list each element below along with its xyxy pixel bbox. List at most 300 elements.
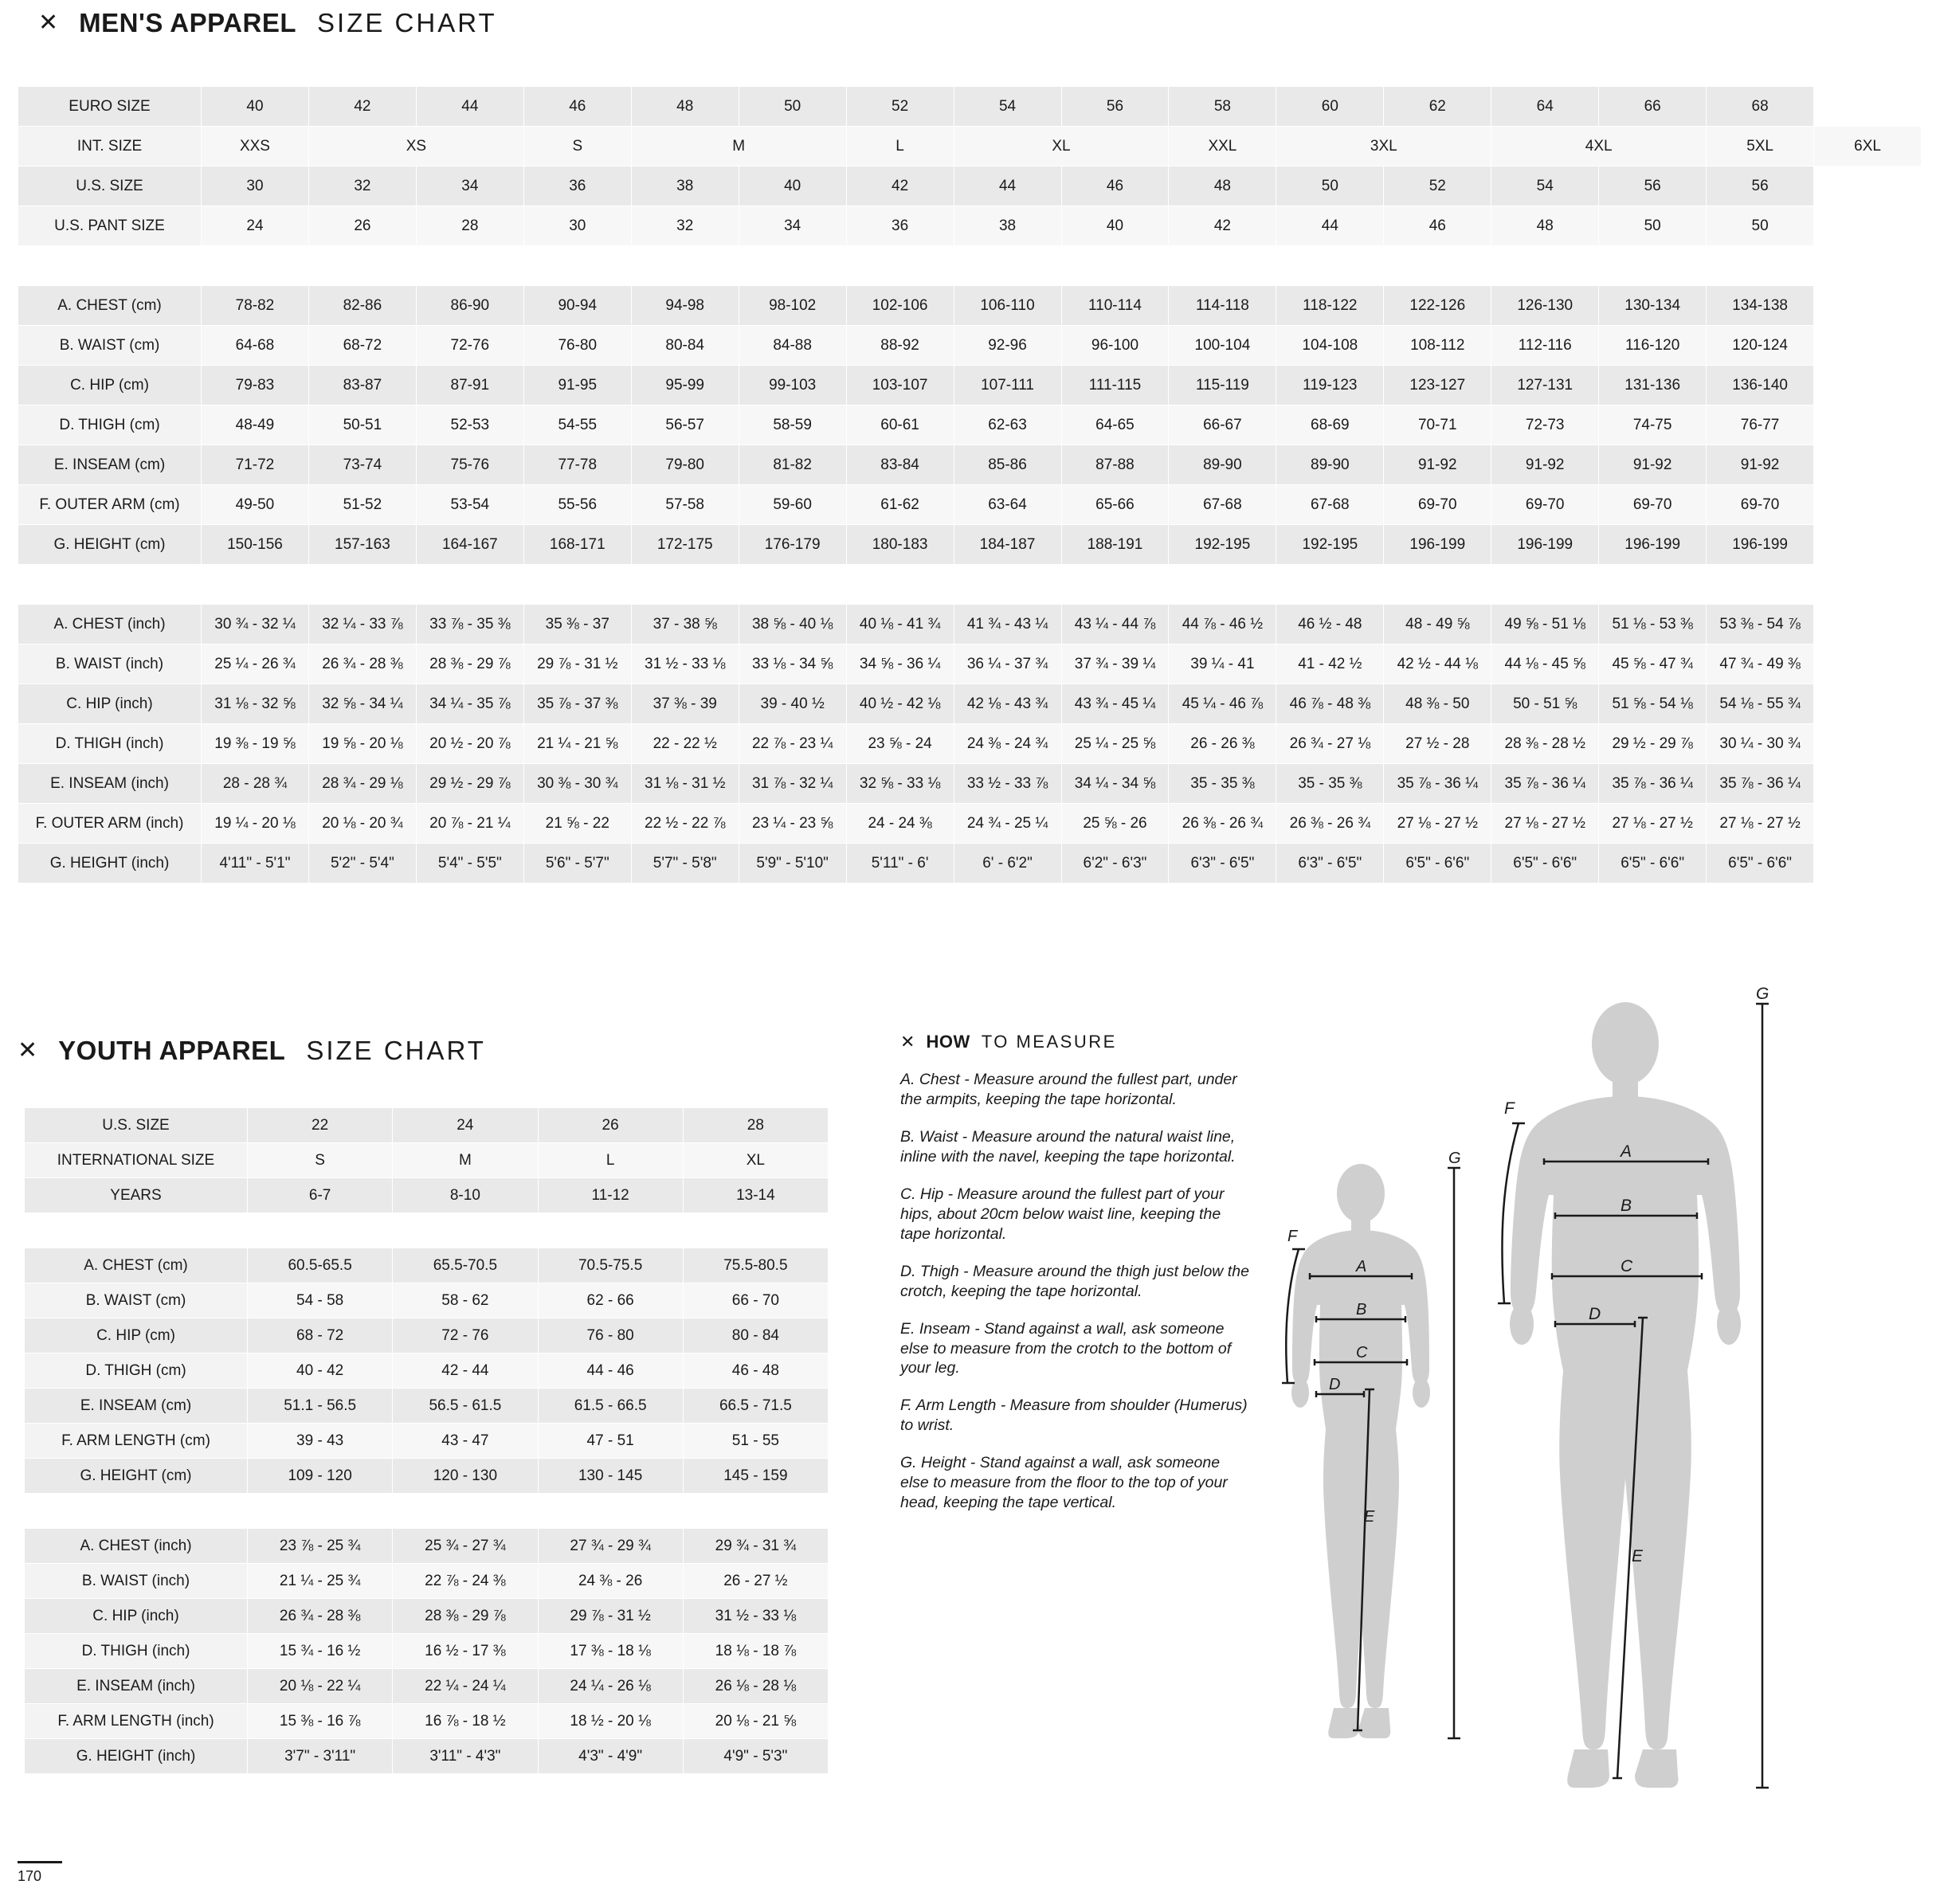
- table-cell: 33 ⅞ - 35 ⅜: [416, 605, 523, 644]
- svg-text:D: D: [1329, 1376, 1341, 1393]
- table-cell: 44 - 46: [538, 1354, 683, 1389]
- row-label: E. INSEAM (cm): [18, 445, 202, 485]
- table-cell: 79-83: [202, 366, 309, 405]
- table-cell: 26 ¾ - 28 ⅜: [308, 644, 416, 684]
- row-label: YEARS: [25, 1178, 248, 1213]
- table-row: [18, 286, 1922, 326]
- table-cell: 60-61: [846, 405, 954, 445]
- table-cell: S: [523, 127, 631, 167]
- table-cell: 28 ⅜ - 29 ⅞: [416, 644, 523, 684]
- table-cell: 5'9" - 5'10": [739, 844, 846, 883]
- table-cell: 27 ¾ - 29 ¾: [538, 1529, 683, 1564]
- table-cell: 94-98: [631, 286, 739, 326]
- table-cell: 100-104: [1169, 326, 1276, 366]
- table-cell: M: [393, 1143, 538, 1178]
- table-cell: 17 ⅜ - 18 ⅛: [538, 1634, 683, 1669]
- footer-rule: [18, 1861, 62, 1863]
- table-cell: 22: [248, 1108, 393, 1143]
- table-cell: 34 ¼ - 34 ⅝: [1061, 764, 1169, 804]
- adult-head: [1592, 1002, 1659, 1085]
- table-cell: 76-80: [523, 326, 631, 366]
- table-cell: 6'5" - 6'6": [1707, 844, 1814, 883]
- table-cell: 88-92: [846, 326, 954, 366]
- table-cell: 24 - 24 ⅜: [846, 804, 954, 844]
- table-cell: 60: [1276, 87, 1384, 127]
- table-cell: 172-175: [631, 525, 739, 565]
- youth-chart-title: [18, 1036, 486, 1066]
- row-label: U.S. PANT SIZE: [18, 206, 202, 246]
- table-cell: 4'3" - 4'9": [538, 1739, 683, 1774]
- table-cell: 23 ⅝ - 24: [846, 724, 954, 764]
- how-to-paragraph: G. Height - Stand against a wall, ask someone else to measure from the floor to the top of your head, keeping the tape vertical.: [900, 1454, 1228, 1512]
- table-cell: 24 ⅜ - 24 ¾: [954, 724, 1061, 764]
- table-cell: 24 ⅜ - 26: [538, 1564, 683, 1599]
- table-cell: 68-69: [1276, 405, 1384, 445]
- table-cell: 35 ⅜ - 37: [523, 605, 631, 644]
- table-cell: 32 ¼ - 33 ⅞: [308, 605, 416, 644]
- table-cell: 20 ½ - 20 ⅞: [416, 724, 523, 764]
- table-cell: 37 ¾ - 39 ¼: [1061, 644, 1169, 684]
- how-to-paragraph: B. Waist - Measure around the natural waist line, inline with the navel, keeping the tape horizontal.: [900, 1127, 1236, 1166]
- table-cell: 31 ½ - 33 ⅛: [683, 1599, 828, 1634]
- table-cell: 69-70: [1491, 485, 1599, 525]
- table-cell: 31 ⅛ - 31 ½: [631, 764, 739, 804]
- how-to-paragraph: A. Chest - Measure around the fullest part, under the armpits, keeping the tape horizontal.: [900, 1071, 1237, 1108]
- table-cell: 66 - 70: [683, 1283, 828, 1318]
- table-cell: 40: [739, 167, 846, 206]
- row-label: A. CHEST (inch): [25, 1529, 248, 1564]
- svg-text:F: F: [1504, 1099, 1515, 1118]
- row-label: F. ARM LENGTH (inch): [25, 1704, 248, 1739]
- table-cell: 42 - 44: [393, 1354, 538, 1389]
- table-row: [25, 1599, 829, 1634]
- table-cell: 32: [308, 167, 416, 206]
- table-cell: 35 ⅞ - 36 ¼: [1599, 764, 1707, 804]
- svg-text:G: G: [1448, 1150, 1461, 1167]
- table-cell: 25 ¾ - 27 ¾: [393, 1529, 538, 1564]
- table-cell: 46: [523, 87, 631, 127]
- table-cell: 6'2" - 6'3": [1061, 844, 1169, 883]
- table-cell: 28: [416, 206, 523, 246]
- table-cell: 50: [1599, 206, 1707, 246]
- table-row: [25, 1389, 829, 1424]
- row-label: D. THIGH (inch): [18, 724, 202, 764]
- table-row: [18, 206, 1922, 246]
- table-cell: 58: [1169, 87, 1276, 127]
- table-cell: 19 ⅝ - 20 ⅛: [308, 724, 416, 764]
- table-row: [18, 844, 1922, 883]
- table-cell: 42 ½ - 44 ⅛: [1384, 644, 1491, 684]
- table-cell: 29 ½ - 29 ⅞: [416, 764, 523, 804]
- table-cell: 26 - 26 ⅜: [1169, 724, 1276, 764]
- table-cell: 53 ⅜ - 54 ⅞: [1707, 605, 1814, 644]
- row-label: F. OUTER ARM (inch): [18, 804, 202, 844]
- row-label: D. THIGH (cm): [18, 405, 202, 445]
- table-cell: 27 ⅛ - 27 ½: [1599, 804, 1707, 844]
- table-cell: 81-82: [739, 445, 846, 485]
- youth-title-light: SIZE CHART: [306, 1036, 486, 1065]
- close-x-icon: ✕: [18, 1037, 38, 1064]
- table-cell: 157-163: [308, 525, 416, 565]
- table-cell: 11-12: [538, 1178, 683, 1213]
- row-label: U.S. SIZE: [18, 167, 202, 206]
- table-cell: 66: [1599, 87, 1707, 127]
- adult-legs: [1559, 1370, 1691, 1749]
- table-cell: 57-58: [631, 485, 739, 525]
- svg-text:B: B: [1621, 1197, 1632, 1215]
- row-label: A. CHEST (inch): [18, 605, 202, 644]
- table-cell: 40: [202, 87, 309, 127]
- table-cell: 48 ⅜ - 50: [1384, 684, 1491, 724]
- table-cell: 3XL: [1276, 127, 1491, 167]
- table-cell: 27 ⅛ - 27 ½: [1707, 804, 1814, 844]
- table-cell: 48-49: [202, 405, 309, 445]
- table-cell: 134-138: [1707, 286, 1814, 326]
- table-cell: 145 - 159: [683, 1459, 828, 1494]
- table-cell: 22 ⅞ - 23 ¼: [739, 724, 846, 764]
- table-cell: 91-95: [523, 366, 631, 405]
- table-cell: XXS: [202, 127, 309, 167]
- table-cell: 75-76: [416, 445, 523, 485]
- how-to-paragraph: C. Hip - Measure around the fullest part of your hips, about 20cm below waist line, keeping the tape horizontal.: [900, 1185, 1225, 1243]
- table-row: [25, 1283, 829, 1318]
- svg-text:A: A: [1356, 1258, 1367, 1275]
- table-cell: 79-80: [631, 445, 739, 485]
- table-cell: 34 ⅝ - 36 ¼: [846, 644, 954, 684]
- table-cell: 96-100: [1061, 326, 1169, 366]
- table-row: [25, 1424, 829, 1459]
- table-cell: 52: [1384, 167, 1491, 206]
- table-cell: 40 ⅛ - 41 ¾: [846, 605, 954, 644]
- table-cell: 21 ⅝ - 22: [523, 804, 631, 844]
- table-cell: 33 ½ - 33 ⅞: [954, 764, 1061, 804]
- adult-torso: [1511, 1096, 1740, 1370]
- table-cell: 39 - 43: [248, 1424, 393, 1459]
- table-cell: 126-130: [1491, 286, 1599, 326]
- table-cell: 53-54: [416, 485, 523, 525]
- table-cell: 131-136: [1599, 366, 1707, 405]
- table-cell: 38 ⅝ - 40 ⅛: [739, 605, 846, 644]
- table-cell: 120 - 130: [393, 1459, 538, 1494]
- table-cell: 77-78: [523, 445, 631, 485]
- table-cell: 150-156: [202, 525, 309, 565]
- table-row: [25, 1459, 829, 1494]
- table-cell: 41 - 42 ½: [1276, 644, 1384, 684]
- table-cell: 90-94: [523, 286, 631, 326]
- table-cell: 196-199: [1491, 525, 1599, 565]
- table-cell: 70-71: [1384, 405, 1491, 445]
- table-cell: 91-92: [1599, 445, 1707, 485]
- table-cell: 20 ⅛ - 20 ¾: [308, 804, 416, 844]
- table-row: [18, 87, 1922, 127]
- table-cell: 49-50: [202, 485, 309, 525]
- table-cell: 58 - 62: [393, 1283, 538, 1318]
- row-label: EURO SIZE: [18, 87, 202, 127]
- table-cell: 52: [846, 87, 954, 127]
- table-cell: 13-14: [683, 1178, 828, 1213]
- table-cell: 26: [538, 1108, 683, 1143]
- page-footer: [18, 1861, 62, 1885]
- table-cell: 176-179: [739, 525, 846, 565]
- table-cell: 107-111: [954, 366, 1061, 405]
- table-row: [18, 485, 1922, 525]
- table-cell: 74-75: [1599, 405, 1707, 445]
- table-cell: 34: [739, 206, 846, 246]
- table-cell: 19 ⅜ - 19 ⅝: [202, 724, 309, 764]
- table-cell: 127-131: [1491, 366, 1599, 405]
- table-cell: 50: [1276, 167, 1384, 206]
- table-cell: 56: [1599, 167, 1707, 206]
- table-cell: 65-66: [1061, 485, 1169, 525]
- table-row: [25, 1739, 829, 1774]
- table-cell: 60.5-65.5: [248, 1248, 393, 1283]
- table-cell: 25 ¼ - 26 ¾: [202, 644, 309, 684]
- table-cell: 164-167: [416, 525, 523, 565]
- table-cell: 71-72: [202, 445, 309, 485]
- table-row: [25, 1143, 829, 1178]
- table-row: [18, 684, 1922, 724]
- table-cell: 36 ¼ - 37 ¾: [954, 644, 1061, 684]
- table-cell: 192-195: [1276, 525, 1384, 565]
- table-cell: 15 ¾ - 16 ½: [248, 1634, 393, 1669]
- table-cell: 19 ¼ - 20 ⅛: [202, 804, 309, 844]
- table-cell: 196-199: [1599, 525, 1707, 565]
- table-cell: 24 ¾ - 25 ¼: [954, 804, 1061, 844]
- table-cell: 5XL: [1707, 127, 1814, 167]
- table-cell: 36: [523, 167, 631, 206]
- table-cell: 89-90: [1276, 445, 1384, 485]
- table-cell: 64-68: [202, 326, 309, 366]
- table-cell: 46: [1061, 167, 1169, 206]
- table-cell: 61-62: [846, 485, 954, 525]
- table-cell: 48 - 49 ⅝: [1384, 605, 1491, 644]
- table-cell: 65.5-70.5: [393, 1248, 538, 1283]
- table-cell: 46: [1384, 206, 1491, 246]
- table-cell: 55-56: [523, 485, 631, 525]
- table-cell: 24: [393, 1108, 538, 1143]
- table-cell: 47 ¾ - 49 ⅜: [1707, 644, 1814, 684]
- table-row: [18, 167, 1922, 206]
- table-cell: 32: [631, 206, 739, 246]
- table-cell: S: [248, 1143, 393, 1178]
- table-cell: 56: [1061, 87, 1169, 127]
- table-cell: 33 ⅛ - 34 ⅝: [739, 644, 846, 684]
- table-cell: 26 ¾ - 27 ⅛: [1276, 724, 1384, 764]
- table-cell: 18 ⅛ - 18 ⅞: [683, 1634, 828, 1669]
- table-row: [18, 764, 1922, 804]
- table-spacer: [25, 1213, 829, 1248]
- table-cell: 82-86: [308, 286, 416, 326]
- row-label: C. HIP (inch): [25, 1599, 248, 1634]
- table-cell: 35 ⅞ - 36 ¼: [1707, 764, 1814, 804]
- table-cell: 20 ⅛ - 22 ¼: [248, 1669, 393, 1704]
- table-cell: 30 ¼ - 30 ¾: [1707, 724, 1814, 764]
- table-cell: 39 ¼ - 41: [1169, 644, 1276, 684]
- table-row: [18, 804, 1922, 844]
- close-x-icon: ✕: [900, 1032, 915, 1052]
- table-cell: 46 ½ - 48: [1276, 605, 1384, 644]
- row-label: D. THIGH (inch): [25, 1634, 248, 1669]
- table-row: [18, 644, 1922, 684]
- table-cell: 30 ¾ - 32 ¼: [202, 605, 309, 644]
- mens-title-bold: MEN'S APPAREL: [79, 8, 297, 37]
- table-row: [25, 1318, 829, 1354]
- row-label: G. HEIGHT (inch): [25, 1739, 248, 1774]
- table-cell: 16 ½ - 17 ⅜: [393, 1634, 538, 1669]
- table-cell: XXL: [1169, 127, 1276, 167]
- table-cell: 22 ¼ - 24 ¼: [393, 1669, 538, 1704]
- table-cell: 136-140: [1707, 366, 1814, 405]
- table-cell: 3'7" - 3'11": [248, 1739, 393, 1774]
- table-cell: 45 ¼ - 46 ⅞: [1169, 684, 1276, 724]
- table-spacer: [18, 565, 1922, 605]
- table-cell: 26 ⅜ - 26 ¾: [1169, 804, 1276, 844]
- table-cell: 41 ¾ - 43 ¼: [954, 605, 1061, 644]
- table-cell: 37 ⅜ - 39: [631, 684, 739, 724]
- table-cell: 6-7: [248, 1178, 393, 1213]
- table-cell: 44 ⅛ - 45 ⅝: [1491, 644, 1599, 684]
- table-cell: 116-120: [1599, 326, 1707, 366]
- table-cell: 24: [202, 206, 309, 246]
- table-cell: 44: [1276, 206, 1384, 246]
- table-cell: 76-77: [1707, 405, 1814, 445]
- table-row: [18, 605, 1922, 644]
- how-to-measure-section: [900, 1032, 1251, 1530]
- table-row: [18, 445, 1922, 485]
- how-to-paragraph: D. Thigh - Measure around the thigh just below the crotch, keeping the tape horizontal.: [900, 1262, 1249, 1300]
- table-cell: 45 ⅝ - 47 ¾: [1599, 644, 1707, 684]
- table-cell: M: [631, 127, 846, 167]
- svg-text:E: E: [1364, 1508, 1375, 1526]
- table-cell: 111-115: [1061, 366, 1169, 405]
- table-cell: 78-82: [202, 286, 309, 326]
- table-cell: 46 ⅞ - 48 ⅜: [1276, 684, 1384, 724]
- row-label: G. HEIGHT (cm): [18, 525, 202, 565]
- table-cell: 28 - 28 ¾: [202, 764, 309, 804]
- table-cell: 104-108: [1276, 326, 1384, 366]
- table-cell: 66.5 - 71.5: [683, 1389, 828, 1424]
- table-row: [25, 1354, 829, 1389]
- table-cell: 68 - 72: [248, 1318, 393, 1354]
- table-cell: 34 ¼ - 35 ⅞: [416, 684, 523, 724]
- table-cell: 73-74: [308, 445, 416, 485]
- table-cell: 49 ⅝ - 51 ⅛: [1491, 605, 1599, 644]
- row-label: U.S. SIZE: [25, 1108, 248, 1143]
- table-cell: 5'11" - 6': [846, 844, 954, 883]
- table-cell: 22 - 22 ½: [631, 724, 739, 764]
- table-cell: 75.5-80.5: [683, 1248, 828, 1283]
- table-row: [25, 1178, 829, 1213]
- table-cell: 51.1 - 56.5: [248, 1389, 393, 1424]
- table-cell: 108-112: [1384, 326, 1491, 366]
- table-cell: 32 ⅝ - 33 ⅛: [846, 764, 954, 804]
- row-label: G. HEIGHT (inch): [18, 844, 202, 883]
- table-cell: 36: [846, 206, 954, 246]
- row-label: INTERNATIONAL SIZE: [25, 1143, 248, 1178]
- table-row: [25, 1634, 829, 1669]
- table-cell: XS: [308, 127, 523, 167]
- table-cell: 89-90: [1169, 445, 1276, 485]
- row-label: F. OUTER ARM (cm): [18, 485, 202, 525]
- table-cell: 61.5 - 66.5: [538, 1389, 683, 1424]
- row-label: D. THIGH (cm): [25, 1354, 248, 1389]
- table-cell: 72-73: [1491, 405, 1599, 445]
- mens-title-light: SIZE CHART: [317, 8, 497, 37]
- table-row: [18, 366, 1922, 405]
- table-cell: 188-191: [1061, 525, 1169, 565]
- row-label: E. INSEAM (inch): [25, 1669, 248, 1704]
- table-row: [25, 1564, 829, 1599]
- table-cell: 87-91: [416, 366, 523, 405]
- youth-legs: [1323, 1429, 1399, 1708]
- table-cell: 43 ¼ - 44 ⅞: [1061, 605, 1169, 644]
- table-cell: 50: [1707, 206, 1814, 246]
- table-cell: 44 ⅞ - 46 ½: [1169, 605, 1276, 644]
- table-cell: 69-70: [1599, 485, 1707, 525]
- svg-text:C: C: [1621, 1257, 1633, 1275]
- table-cell: 70.5-75.5: [538, 1248, 683, 1283]
- table-cell: 30: [523, 206, 631, 246]
- table-cell: 25 ⅝ - 26: [1061, 804, 1169, 844]
- table-row: [25, 1529, 829, 1564]
- table-cell: 31 ⅛ - 32 ⅝: [202, 684, 309, 724]
- table-row: [18, 326, 1922, 366]
- table-cell: 38: [954, 206, 1061, 246]
- close-x-icon: ✕: [38, 10, 59, 36]
- table-cell: 103-107: [846, 366, 954, 405]
- table-cell: 59-60: [739, 485, 846, 525]
- table-cell: 62: [1384, 87, 1491, 127]
- table-cell: 6'5" - 6'6": [1599, 844, 1707, 883]
- table-cell: 54-55: [523, 405, 631, 445]
- table-cell: 26: [308, 206, 416, 246]
- table-cell: 106-110: [954, 286, 1061, 326]
- youth-title-bold: YOUTH APPAREL: [58, 1036, 286, 1065]
- youth-size-table: [24, 1107, 829, 1774]
- table-cell: 40: [1061, 206, 1169, 246]
- table-cell: 95-99: [631, 366, 739, 405]
- table-cell: 38: [631, 167, 739, 206]
- table-cell: 64: [1491, 87, 1599, 127]
- table-cell: 196-199: [1707, 525, 1814, 565]
- table-cell: 35 ⅞ - 36 ¼: [1384, 764, 1491, 804]
- table-cell: 40 ½ - 42 ⅛: [846, 684, 954, 724]
- how-to-measure-title: [900, 1032, 1251, 1052]
- table-cell: 67-68: [1169, 485, 1276, 525]
- table-cell: 99-103: [739, 366, 846, 405]
- table-cell: 26 ⅜ - 26 ¾: [1276, 804, 1384, 844]
- table-cell: 56: [1707, 167, 1814, 206]
- how-to-paragraph: E. Inseam - Stand against a wall, ask someone else to measure from the crotch to the bottom of your leg.: [900, 1319, 1232, 1377]
- table-row: [18, 127, 1922, 167]
- svg-text:C: C: [1356, 1344, 1368, 1361]
- row-label: E. INSEAM (cm): [25, 1389, 248, 1424]
- table-cell: 86-90: [416, 286, 523, 326]
- table-cell: 24 ¼ - 26 ⅛: [538, 1669, 683, 1704]
- table-cell: 34: [416, 167, 523, 206]
- table-cell: 42: [846, 167, 954, 206]
- table-cell: 26 ¾ - 28 ⅜: [248, 1599, 393, 1634]
- table-cell: 28 ¾ - 29 ⅛: [308, 764, 416, 804]
- table-cell: 6'3" - 6'5": [1169, 844, 1276, 883]
- table-cell: 29 ⅞ - 31 ½: [538, 1599, 683, 1634]
- row-label: INT. SIZE: [18, 127, 202, 167]
- table-cell: 39 - 40 ½: [739, 684, 846, 724]
- table-cell: 72 - 76: [393, 1318, 538, 1354]
- table-cell: 28 ⅜ - 28 ½: [1491, 724, 1599, 764]
- table-cell: 32 ⅝ - 34 ¼: [308, 684, 416, 724]
- table-cell: 68: [1707, 87, 1814, 127]
